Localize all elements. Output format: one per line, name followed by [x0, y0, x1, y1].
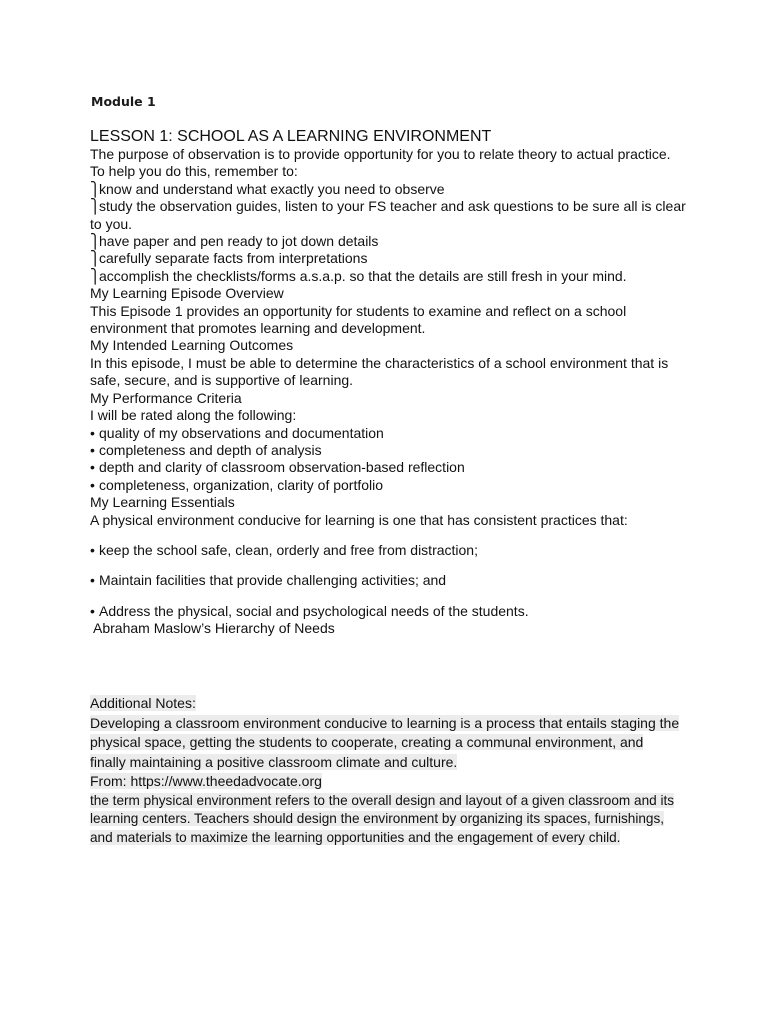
criteria-list [90, 425, 690, 495]
reminder-item: ⎫study the observation guides, listen to your FS teacher and ask questions to be sure all is clear to you. [90, 198, 686, 232]
bullet-icon: • [90, 541, 95, 558]
reminder-item: ⎫know and understand what exactly you need to observe [90, 180, 445, 197]
bullet-icon: • [90, 424, 95, 441]
criteria-intro: I will be rated along the following: [90, 407, 297, 424]
bracket-icon: ⎫ [90, 267, 101, 284]
help-intro: To help you do this, remember to: [90, 163, 298, 180]
essentials-text: A physical environment conducive for learning is one that has consistent practices that: [90, 511, 628, 528]
bullet-icon: • [90, 476, 95, 493]
purpose-text: The purpose of observation is to provide opportunity for you to relate theory to actual practice. [90, 146, 671, 162]
bullet-icon: • [90, 459, 95, 476]
bracket-icon: ⎫ [90, 233, 101, 250]
criteria-heading: My Performance Criteria [90, 389, 242, 406]
bracket-icon: ⎫ [90, 198, 101, 215]
reminder-item: ⎫accomplish the checklists/forms a.s.a.p. so that the details are still fresh in your mind. [90, 267, 627, 284]
essentials-heading: My Learning Essentials [90, 494, 235, 511]
notes-paragraph-end: finally maintaining a positive classroom climate and culture. [90, 753, 458, 770]
bullet-icon: • [90, 572, 95, 589]
lesson-title: LESSON 1: SCHOOL AS A LEARNING ENVIRONMENT [90, 128, 492, 145]
reminder-item: ⎫have paper and pen ready to jot down details [90, 233, 379, 250]
bracket-icon: ⎫ [90, 250, 101, 267]
overview-heading: My Learning Episode Overview [90, 285, 284, 302]
outcomes-heading: My Intended Learning Outcomes [90, 337, 294, 354]
practice-item: • Address the physical, social and psychological needs of the students. [90, 602, 529, 619]
notes-definition: the term physical environment refers to the overall design and layout of a given classroom and its learning centers. Teachers should design the environment by organizing its spaces, furnishings, and materials to maximize the learning opportunities and the engagement of every child. [90, 792, 675, 845]
bracket-icon: ⎫ [90, 180, 101, 197]
lesson-content [90, 127, 690, 638]
criteria-item: • completeness and depth of analysis [90, 441, 322, 458]
criteria-item: • completeness, organization, clarity of portfolio [90, 476, 384, 493]
reminder-list [90, 181, 690, 285]
notes-paragraph: Developing a classroom environment conducive to learning is a process that entails staging the physical space, getting the students to cooperate, creating a communal environment, and [90, 714, 680, 750]
overview-text: This Episode 1 provides an opportunity for students to examine and reflect on a school environment that promotes learning and development. [90, 302, 627, 337]
reminder-item: ⎫carefully separate facts from interpretations [90, 250, 368, 267]
bullet-icon: • [90, 441, 95, 458]
bullet-icon: • [90, 602, 95, 619]
practice-item: • keep the school safe, clean, orderly and free from distraction; [90, 541, 478, 558]
criteria-item: • depth and clarity of classroom observation-based reflection [90, 459, 465, 476]
maslow-text: Abraham Maslow’s Hierarchy of Needs [93, 620, 335, 637]
criteria-item: • quality of my observations and documentation [90, 424, 384, 441]
notes-source: From: https://www.theedadvocate.org [90, 773, 322, 789]
notes-heading: Additional Notes: [90, 695, 196, 711]
module-title: Module 1 [91, 94, 156, 109]
additional-notes [90, 694, 680, 847]
practice-item: • Maintain facilities that provide challenging activities; and [90, 572, 447, 589]
outcomes-text: In this episode, I must be able to determine the characteristics of a school environment that is safe, secure, and is supportive of learning. [90, 354, 669, 389]
